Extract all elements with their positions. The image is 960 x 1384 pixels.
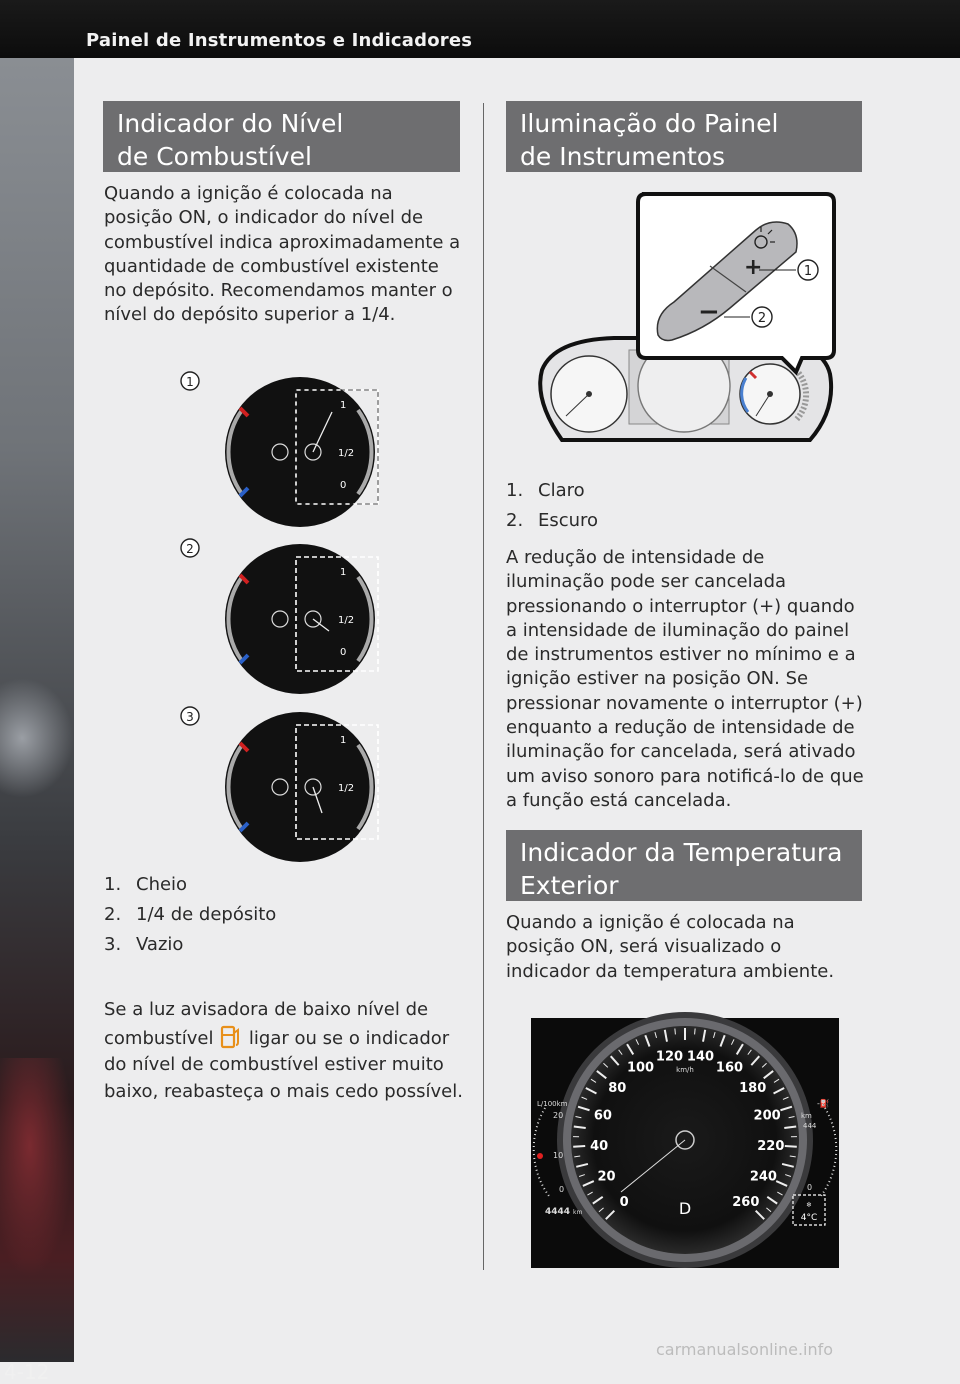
speed-tick: [573, 1146, 585, 1147]
list-item: 2. Escuro: [506, 510, 862, 540]
gauge-label-empty: 0: [340, 480, 346, 491]
fuel-title-line2: de Combustível: [117, 140, 446, 173]
speed-tick: [785, 1146, 797, 1147]
header-bar: [0, 0, 960, 58]
snowflake-icon: ❄: [806, 1201, 812, 1209]
fuel-warning-paragraph: Se a luz avisadora de baixo nível de combustível ligar ou se o indicador do nível de combustível estiver muito baixo, reabasteça o mais cedo possível.: [104, 997, 470, 1105]
speed-label: 140: [687, 1049, 714, 1064]
list-item: 2. 1/4 de depósito: [104, 904, 464, 934]
fuel-gauge-callout: 2: [186, 542, 194, 556]
fuel-paragraph: Quando a ignição é colocada na posição ON, o indicador do nível de combustível indica aproximadamente a quantidade de combustível existente no depósito. Recomendamos manter o nível do depósito superior a 1/4.: [104, 182, 466, 328]
range-value: 444: [803, 1122, 817, 1130]
callout-bright: 1: [804, 264, 812, 279]
speed-label: 120: [656, 1049, 683, 1064]
illumination-title-line1: Iluminação do Painel: [520, 107, 848, 140]
consumption-label: 20: [553, 1111, 563, 1120]
illumination-list: [506, 480, 862, 540]
fuel-gauge-empty: [180, 703, 390, 863]
speedometer-display: [531, 1018, 839, 1268]
odometer-unit: km: [573, 1209, 582, 1216]
illumination-diagram: [534, 190, 838, 450]
callout-dark: 2: [758, 311, 766, 326]
illumination-paragraph: A redução de intensidade de iluminação pode ser cancelada pressionando o interruptor (+) quando a intensidade de iluminação do painel de instrumentos estiver no mínimo e a ignição estiver na posição ON. Se pressionar novamente o interruptor (+) enquanto a redução de intensidade de iluminação for cancelada, será ativado um aviso sonoro para notificá-lo de que a função está cancelada.: [506, 546, 866, 813]
gauge-label-empty: 0: [340, 647, 346, 658]
list-item: 3. Vazio: [104, 934, 464, 964]
range-unit: km: [801, 1112, 812, 1120]
svg-text:+: +: [744, 255, 762, 280]
watermark: carmanualsonline.info: [656, 1340, 833, 1359]
speed-label: 200: [754, 1108, 781, 1123]
illumination-title-line2: de Instrumentos: [520, 140, 848, 173]
gauge-label-half: 1/2: [338, 783, 354, 794]
speed-label: 180: [739, 1081, 766, 1096]
gauge-label-half: 1/2: [338, 448, 354, 459]
temperature-paragraph: Quando a ignição é colocada na posição ON, será visualizado o indicador da temperatura ambiente.: [506, 911, 862, 984]
temperature-title-line2: Exterior: [520, 869, 848, 902]
range-zero: 0: [807, 1183, 812, 1192]
fuel-section-header: [103, 101, 460, 172]
speed-label: 160: [716, 1060, 743, 1075]
temperature-section-header: [506, 830, 862, 901]
speed-label: 20: [598, 1169, 616, 1184]
consumption-label: 0: [559, 1185, 564, 1194]
page-number: 4-12: [4, 1360, 49, 1384]
speed-label: 0: [620, 1195, 629, 1210]
speed-unit: km/h: [676, 1066, 694, 1074]
fuel-gauge-full: [180, 368, 390, 528]
speed-tick: [675, 1028, 676, 1034]
illumination-section-header: [506, 101, 862, 172]
fuel-gauge-callout: 3: [186, 710, 194, 724]
gauge-label-full: 1: [340, 735, 346, 746]
list-item: 1. Claro: [506, 480, 862, 510]
gauge-label-half: 1/2: [338, 615, 354, 626]
temperature-title-line1: Indicador da Temperatura: [520, 836, 848, 869]
speed-label: 240: [750, 1169, 777, 1184]
consumption-label: 10: [553, 1151, 563, 1160]
odometer-value: 4444: [545, 1207, 570, 1217]
gauge-label-full: 1: [340, 400, 346, 411]
speed-label: 100: [627, 1060, 654, 1075]
speed-label: 80: [608, 1081, 626, 1096]
fuel-range-icon: -⛽: [817, 1098, 830, 1108]
gauge-label-full: 1: [340, 567, 346, 578]
speed-label: 220: [757, 1139, 784, 1154]
speed-tick: [695, 1028, 696, 1034]
speed-label: 60: [594, 1108, 612, 1123]
consumption-unit: L/100km: [537, 1100, 568, 1108]
sidebar-photo: [0, 58, 74, 1362]
fuel-warning-icon: [219, 1024, 243, 1050]
list-item: 1. Cheio: [104, 874, 464, 904]
speed-label: 40: [590, 1139, 608, 1154]
header-title: Painel de Instrumentos e Indicadores: [86, 30, 472, 51]
speed-label: 260: [732, 1195, 759, 1210]
column-divider: [483, 103, 484, 1270]
svg-text:−: −: [698, 297, 720, 327]
fuel-gauge-callout: 1: [186, 375, 194, 389]
fuel-gauge-quarter: [180, 535, 390, 695]
gear-indicator: D: [679, 1199, 691, 1218]
fuel-level-list: [104, 874, 464, 964]
fuel-title-line1: Indicador do Nível: [117, 107, 446, 140]
outside-temperature: 4°C: [801, 1213, 818, 1223]
